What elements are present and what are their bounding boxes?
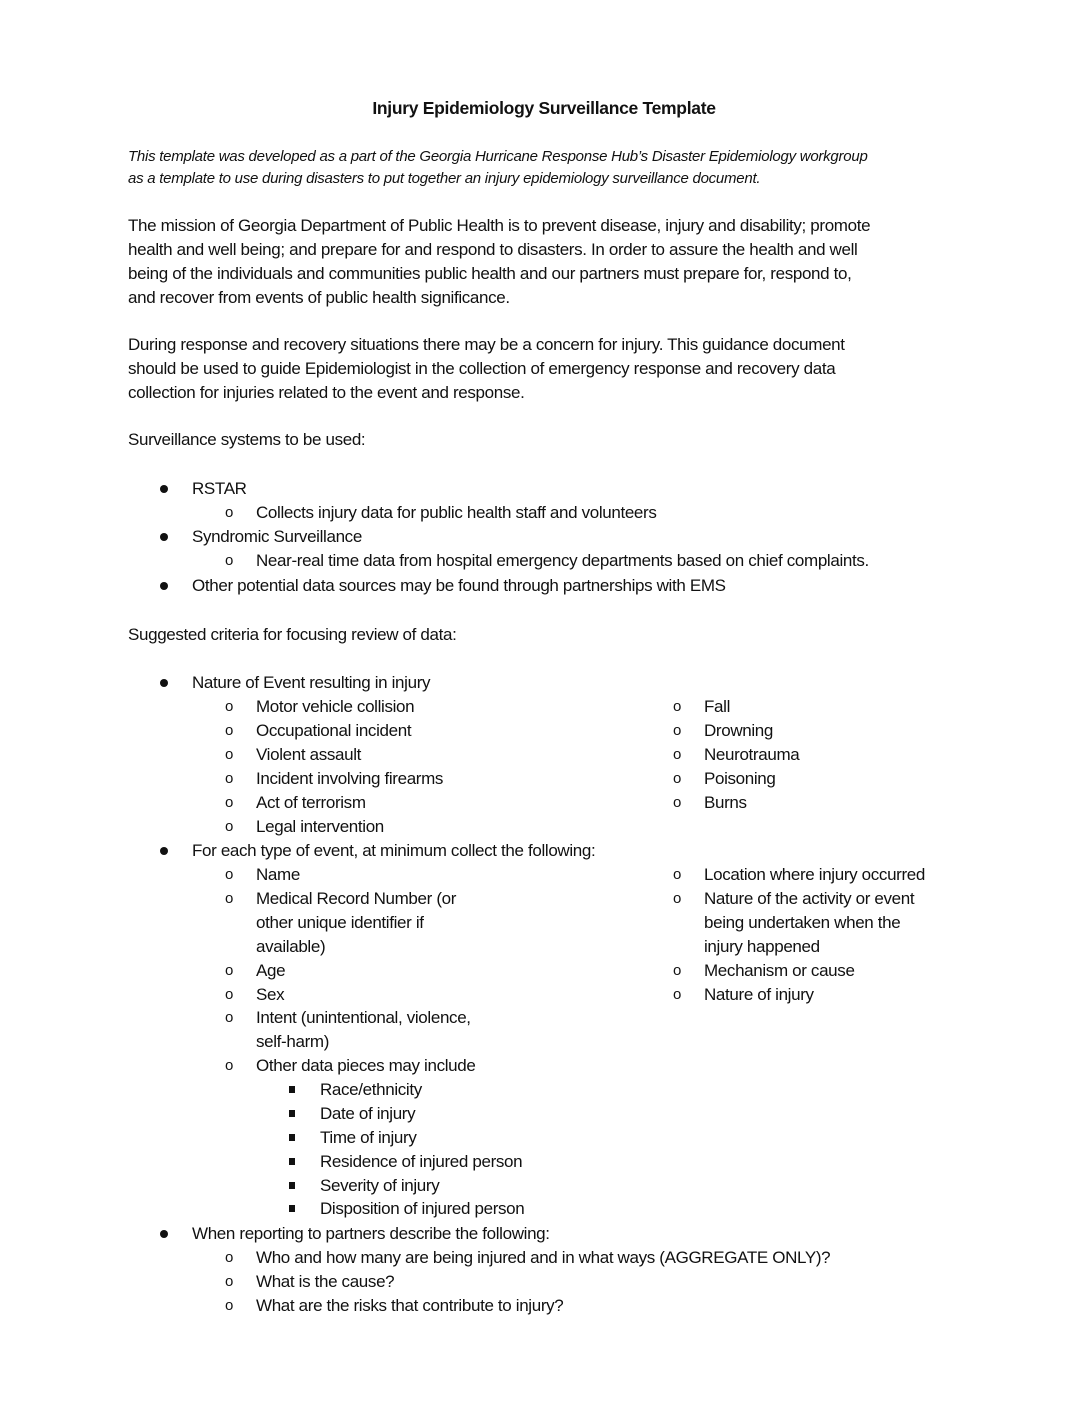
response-paragraph: [128, 333, 968, 405]
list-item: Burns: [704, 793, 747, 812]
square-bullet-icon: [289, 1086, 295, 1093]
intro-line: as a template to use during disasters to put together an injury epidemiology surveillance document.: [128, 170, 761, 187]
bullet-icon: [160, 533, 168, 541]
list-item-continuation: other unique identifier if: [256, 913, 424, 932]
list-item: Nature of Event resulting in injury: [192, 673, 431, 692]
circle-bullet-icon: o: [673, 794, 682, 811]
intro-line: This template was developed as a part of the Georgia Hurricane Response Hub’s Disaster Epidemiology workgroup: [128, 148, 868, 165]
list-item: Syndromic Surveillance: [192, 527, 362, 546]
square-bullet-icon: [289, 1110, 295, 1117]
list-item: What are the risks that contribute to injury?: [256, 1296, 564, 1315]
circle-bullet-icon: o: [673, 698, 682, 715]
list-item: When reporting to partners describe the following:: [192, 1224, 550, 1243]
circle-bullet-icon: o: [225, 1273, 234, 1290]
criteria-heading: Suggested criteria for focusing review of data:: [128, 625, 457, 644]
mission-paragraph: [128, 214, 968, 310]
list-item: Severity of injury: [320, 1176, 440, 1195]
circle-bullet-icon: o: [225, 986, 234, 1003]
list-item: Residence of injured person: [320, 1152, 523, 1171]
list-item: RSTAR: [192, 479, 247, 498]
list-item: What is the cause?: [256, 1272, 395, 1291]
circle-bullet-icon: o: [225, 818, 234, 835]
circle-bullet-icon: o: [225, 866, 234, 883]
list-item: Who and how many are being injured and in what ways (AGGREGATE ONLY)?: [256, 1248, 831, 1267]
circle-bullet-icon: o: [673, 962, 682, 979]
bullet-icon: [160, 679, 168, 687]
circle-bullet-icon: o: [225, 794, 234, 811]
circle-bullet-icon: o: [673, 890, 682, 907]
list-item: Age: [256, 961, 286, 980]
list-item: Fall: [704, 697, 730, 716]
surveillance-heading: Surveillance systems to be used:: [128, 430, 366, 449]
circle-bullet-icon: o: [225, 722, 234, 739]
bullet-icon: [160, 485, 168, 493]
circle-bullet-icon: o: [673, 746, 682, 763]
list-item: Nature of injury: [704, 985, 814, 1004]
list-item: Disposition of injured person: [320, 1199, 525, 1218]
response-line: collection for injuries related to the event and response.: [128, 383, 525, 402]
list-item: Mechanism or cause: [704, 961, 855, 980]
list-item: Occupational incident: [256, 721, 412, 740]
square-bullet-icon: [289, 1134, 295, 1141]
mission-line: The mission of Georgia Department of Public Health is to prevent disease, injury and disability; promote: [128, 216, 871, 235]
list-item: Medical Record Number (or: [256, 889, 457, 908]
circle-bullet-icon: o: [225, 1009, 234, 1026]
list-item: Date of injury: [320, 1104, 416, 1123]
list-item: Race/ethnicity: [320, 1080, 422, 1099]
circle-bullet-icon: o: [225, 746, 234, 763]
list-item: Motor vehicle collision: [256, 697, 415, 716]
list-item-continuation: available): [256, 937, 326, 956]
circle-bullet-icon: o: [673, 722, 682, 739]
circle-bullet-icon: o: [225, 1297, 234, 1314]
list-item: Violent assault: [256, 745, 362, 764]
circle-bullet-icon: o: [225, 698, 234, 715]
list-item: Incident involving firearms: [256, 769, 444, 788]
list-item-continuation: being undertaken when the: [704, 913, 901, 932]
document-title: Injury Epidemiology Surveillance Template: [372, 98, 716, 118]
square-bullet-icon: [289, 1158, 295, 1165]
list-item: Nature of the activity or event: [704, 889, 915, 908]
list-item: Drowning: [704, 721, 774, 740]
list-item-continuation: self-harm): [256, 1032, 330, 1051]
list-item: Time of injury: [320, 1128, 417, 1147]
list-item: Neurotrauma: [704, 745, 800, 764]
circle-bullet-icon: o: [225, 504, 234, 521]
intro-note: [128, 146, 968, 190]
list-item: Name: [256, 865, 300, 884]
circle-bullet-icon: o: [225, 1249, 234, 1266]
list-item: Near-real time data from hospital emergency departments based on chief complaints.: [256, 551, 869, 570]
list-item: Collects injury data for public health staff and volunteers: [256, 503, 657, 522]
list-item: Legal intervention: [256, 817, 384, 836]
square-bullet-icon: [289, 1182, 295, 1189]
mission-line: health and well being; and prepare for and respond to disasters. In order to assure the health and well: [128, 240, 858, 259]
bullet-icon: [160, 847, 168, 855]
list-item: Sex: [256, 985, 285, 1004]
list-item: Act of terrorism: [256, 793, 366, 812]
bullet-icon: [160, 582, 168, 590]
circle-bullet-icon: o: [673, 866, 682, 883]
circle-bullet-icon: o: [225, 962, 234, 979]
response-line: should be used to guide Epidemiologist in the collection of emergency response and recovery data: [128, 359, 836, 378]
square-bullet-icon: [289, 1205, 295, 1212]
circle-bullet-icon: o: [673, 986, 682, 1003]
bullet-icon: [160, 1230, 168, 1238]
list-item: Location where injury occurred: [704, 865, 926, 884]
list-item: Other data pieces may include: [256, 1056, 476, 1075]
list-item: Other potential data sources may be found through partnerships with EMS: [192, 576, 726, 595]
circle-bullet-icon: o: [225, 1057, 234, 1074]
mission-line: being of the individuals and communities public health and our partners must prepare for, respond to,: [128, 264, 852, 283]
circle-bullet-icon: o: [673, 770, 682, 787]
list-item: Intent (unintentional, violence,: [256, 1008, 471, 1027]
list-item-continuation: injury happened: [704, 937, 820, 956]
circle-bullet-icon: o: [225, 890, 234, 907]
response-line: During response and recovery situations there may be a concern for injury. This guidance document: [128, 335, 845, 354]
circle-bullet-icon: o: [225, 770, 234, 787]
circle-bullet-icon: o: [225, 552, 234, 569]
mission-line: and recover from events of public health significance.: [128, 288, 510, 307]
list-item: Poisoning: [704, 769, 776, 788]
list-item: For each type of event, at minimum collect the following:: [192, 841, 596, 860]
